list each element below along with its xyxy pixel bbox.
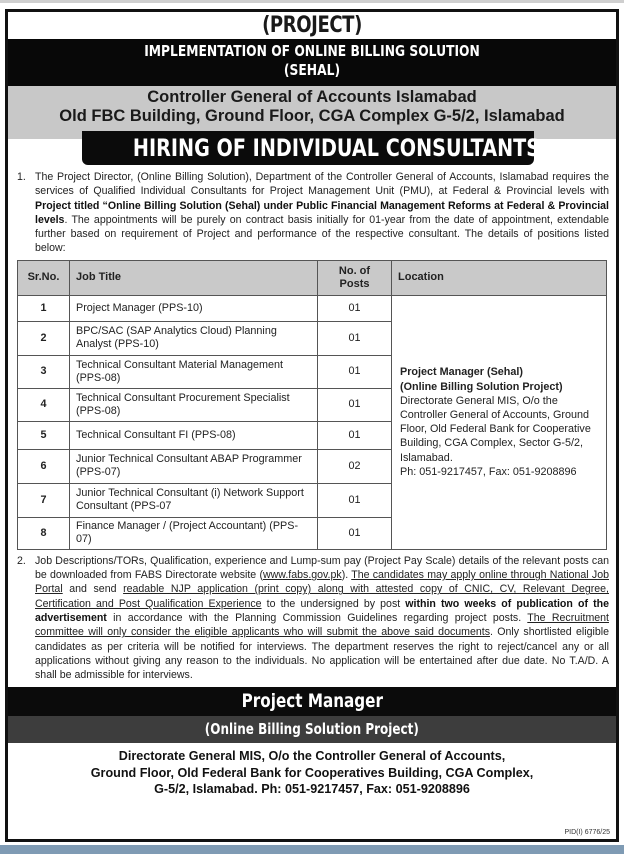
title-cell: Technical Consultant Material Management (PPS-08) xyxy=(70,355,318,388)
documents-required-text: readable NJP application (print copy) along with attested copy of CNIC, CV, Relevant Degree, Certification and Post Qualification Experience xyxy=(35,583,610,610)
paragraph-number: 2. xyxy=(17,554,26,567)
footer-address-line: Directorate General MIS, O/o the Controller General of Accounts, xyxy=(118,749,506,764)
paragraph-text: Job Descriptions/TORs, Qualification, experience and Lump-sum pay (Project Pay Scale) details of the relevant posts can be downloaded from FABS Directorate website ( xyxy=(35,554,609,582)
header-location: Location xyxy=(392,260,607,295)
project-heading: (PROJECT) xyxy=(262,13,362,38)
implementation-title: IMPLEMENTATION OF ONLINE BILLING SOLUTION xyxy=(144,42,480,60)
paragraph-1 xyxy=(8,166,616,256)
title-cell: Junior Technical Consultant (i) Network Support Consultant (PPS-07 xyxy=(70,483,318,517)
hiring-banner-wrap xyxy=(8,131,616,166)
paragraph-text: The Project Director, (Online Billing Solution), Department of the Controller General of Accounts, Islamabad requires the services of Qualified Individual Consultants for Project Management Unit (PMU), at Federal & Provincial levels with xyxy=(35,171,609,198)
title-cell: Project Manager (PPS-10) xyxy=(70,295,318,321)
organization-banner xyxy=(8,86,616,131)
title-cell: Technical Consultant FI (PPS-08) xyxy=(70,421,318,449)
apply-online-text: The candidates may apply online through National Job Portal xyxy=(35,569,609,596)
location-title: Project Manager (Sehal) xyxy=(400,366,523,379)
paragraph-text: . The appointments will be purely on contract basis initially for 01-year from the date of appointment, extendable further based on requirement of Project and performance of the respective consultant. The details of positions listed below: xyxy=(35,213,609,255)
posts-cell: 01 xyxy=(318,295,392,321)
location-subtitle: (Online Billing Solution Project) xyxy=(400,380,563,393)
paragraph-text: ). xyxy=(341,569,352,582)
footer-title: Project Manager xyxy=(241,690,383,713)
advertisement xyxy=(5,9,619,842)
implementation-banner xyxy=(8,39,616,86)
posts-cell: 01 xyxy=(318,388,392,421)
header-sr-no: Sr.No. xyxy=(18,260,70,295)
location-phone: Ph: 051-9217457, Fax: 051-9208896 xyxy=(400,465,577,478)
sr-cell: 2 xyxy=(18,321,70,355)
paragraph-number: 1. xyxy=(17,171,26,183)
table-header-row xyxy=(18,260,607,295)
posts-cell: 01 xyxy=(318,483,392,517)
sr-cell: 5 xyxy=(18,421,70,449)
sr-cell: 3 xyxy=(18,355,70,388)
paragraph-text: to the undersigned by post xyxy=(261,597,406,610)
committee-note-text: The Recruitment committee will only consider the eligible applicants who will submit the above said documents xyxy=(35,611,609,639)
posts-cell: 01 xyxy=(318,321,392,355)
posts-cell: 02 xyxy=(318,449,392,483)
project-title-bold: Project titled “Online Billing Solution (Sehal) under Public Financial Management Reforms at Federal & Provincial levels xyxy=(35,199,609,226)
fabs-website-link[interactable]: www.fabs.gov.pk xyxy=(262,569,342,582)
sr-cell: 4 xyxy=(18,388,70,421)
table-row xyxy=(18,295,607,321)
deadline-text: within two weeks of publication of the advertisement xyxy=(35,597,609,624)
pid-number: PID(I) 6776/25 xyxy=(564,829,610,836)
top-border-line xyxy=(0,0,624,3)
sr-cell: 1 xyxy=(18,295,70,321)
location-address: Directorate General MIS, O/o the Controller General of Accounts, Ground Floor, Old Federal Bank for Cooperative Building, CGA Complex, Sector G-5/2, Islamabad. xyxy=(400,394,591,464)
sr-cell: 7 xyxy=(18,483,70,517)
footer-address xyxy=(8,743,616,798)
footer-title-banner xyxy=(8,687,616,716)
title-cell: BPC/SAC (SAP Analytics Cloud) Planning Analyst (PPS-10) xyxy=(70,321,318,355)
paragraph-text: and send xyxy=(62,583,124,596)
sr-cell: 6 xyxy=(18,449,70,483)
title-cell: Finance Manager / (Project Accountant) (PPS-07) xyxy=(70,517,318,549)
paragraph-2 xyxy=(8,550,616,683)
posts-cell: 01 xyxy=(318,421,392,449)
organization-address: Old FBC Building, Ground Floor, CGA Complex G-5/2, Islamabad xyxy=(59,107,565,125)
footer-address-line: Ground Floor, Old Federal Bank for Cooperatives Building, CGA Complex, xyxy=(90,765,534,780)
footer-subtitle-banner xyxy=(8,716,616,743)
organization-name: Controller General of Accounts Islamabad xyxy=(147,88,477,106)
location-cell xyxy=(392,295,607,549)
posts-cell: 01 xyxy=(318,355,392,388)
title-cell: Technical Consultant Procurement Specialist (PPS-08) xyxy=(70,388,318,421)
hiring-title: HIRING OF INDIVIDUAL CONSULTANTS xyxy=(132,134,541,162)
header-job-title: Job Title xyxy=(70,260,318,295)
footer-subtitle: (Online Billing Solution Project) xyxy=(204,720,420,739)
hiring-banner xyxy=(82,131,541,165)
implementation-subtitle: (SEHAL) xyxy=(283,61,341,79)
paragraph-text: in accordance with the Planning Commission Guidelines regarding project posts. xyxy=(106,611,528,624)
header-no-of-posts: No. of Posts xyxy=(318,260,392,295)
posts-cell: 01 xyxy=(318,517,392,549)
bottom-edge-bar xyxy=(0,845,624,854)
paragraph-text: . Only shortlisted eligible candidates as per criteria will be notified for interviews. The department reserves the right to reject/cancel any or all applications without giving any reason to the individuals. No application will be entertained after due date. No T.A/D. A shall be admissible for interviews. xyxy=(35,626,609,682)
sr-cell: 8 xyxy=(18,517,70,549)
footer-address-line: G-5/2, Islamabad. Ph: 051-9217457, Fax: 051-9208896 xyxy=(154,782,470,797)
positions-table xyxy=(17,260,607,550)
title-cell: Junior Technical Consultant ABAP Programmer (PPS-07) xyxy=(70,449,318,483)
